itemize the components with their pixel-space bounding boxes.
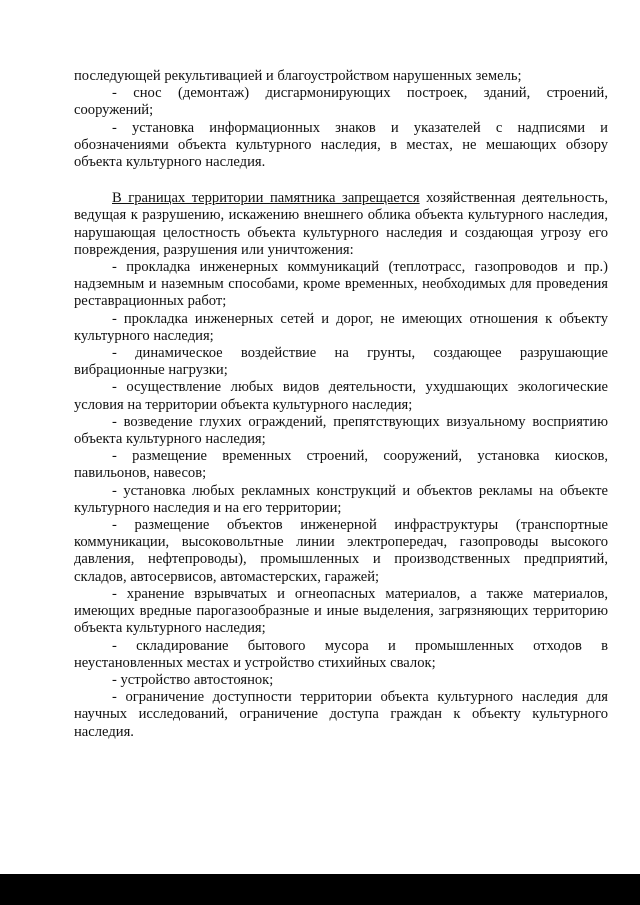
prohibition-item: - складирование бытового мусора и промышленных отходов в неустановленных местах и устройство стихийных свалок; (74, 637, 608, 671)
paragraph-continuation: последующей рекультивацией и благоустройством нарушенных земель; (74, 68, 522, 84)
prohibition-item: - прокладка инженерных коммуникаций (теплотрасс, газопроводов и пр.) надземным и наземным способами, кроме временных, необходимых для проведения реставрационных работ; (74, 259, 608, 310)
paragraph-signs: - установка информационных знаков и указателей с надписями и обозначениями объекта культурного наследия, в местах, не мешающих обзору объекта культурного наследия. (74, 119, 608, 171)
prohibition-item: - устройство автостоянок; (112, 671, 274, 688)
prohibitions-heading: В границах территории памятника запрещается (112, 190, 420, 207)
prohibition-item: - возведение глухих ограждений, препятствующих визуальному восприятию объекта культурного наследия; (74, 413, 608, 448)
paragraph-demolition: - снос (демонтаж) дисгармонирующих построек, зданий, строений, сооружений; (74, 85, 608, 119)
scan-bottom-edge (0, 874, 640, 905)
prohibition-item: - размещение временных строений, сооружений, установка киосков, павильонов, навесов; (74, 448, 608, 482)
prohibition-item: - хранение взрывчатых и огнеопасных материалов, а также материалов, имеющих вредные парогазообразные и иные выделения, загрязняющих территорию объекта культурного наследия; (74, 585, 608, 637)
prohibition-item: - ограничение доступности территории объекта культурного наследия для научных исследований, ограничение доступа граждан к объекту культурного наследия. (74, 689, 608, 740)
prohibition-item: - прокладка инженерных сетей и дорог, не имеющих отношения к объекту культурного наследия; (74, 310, 608, 344)
prohibition-item: - динамическое воздействие на грунты, создающее разрушающие вибрационные нагрузки; (74, 345, 608, 379)
paragraph-gap (74, 171, 608, 190)
prohibitions-intro-text: хозяйственная деятельность, ведущая к разрушению, искажению внешнего облика объекта культурного наследия, нарушающая целостность объекта культурного наследия и создающая угрозу его повреждения, разрушения или уничтожения: (74, 190, 608, 258)
prohibitions-intro (74, 190, 608, 259)
prohibition-item: - осуществление любых видов деятельности, ухудшающих экологические условия на территории объекта культурного наследия; (74, 379, 608, 413)
document-body (74, 68, 608, 741)
prohibition-item: - установка любых рекламных конструкций и объектов рекламы на объекте культурного наследия и на его территории; (74, 482, 608, 516)
prohibition-item: - размещение объектов инженерной инфраструктуры (транспортные коммуникации, высоковольтные линии электропередач, газопроводы высокого давления, нефтепроводы), промышленных и производственных предприятий, складов, автосервисов, автомастерских, гаражей; (74, 517, 608, 585)
